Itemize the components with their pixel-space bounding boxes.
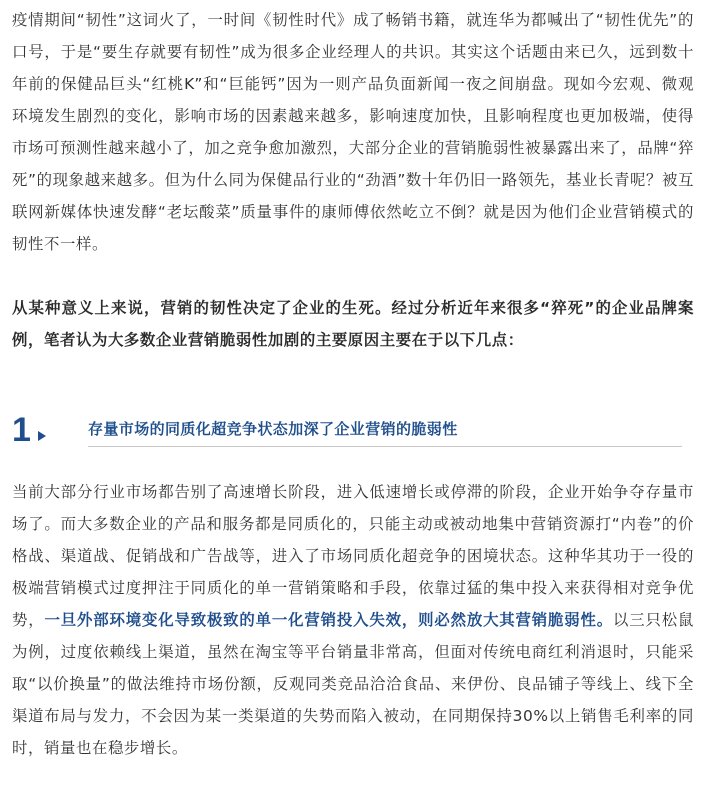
bold-statement-paragraph: 从某种意义上来说，营销的韧性决定了企业的生死。经过分析近年来很多“猝死”的企业品牌案例，笔者认为大多数企业营销脆弱性加剧的主要原因主要在于以下几点： bbox=[12, 299, 694, 349]
body-text-part1: 当前大部分行业市场都告别了高速增长阶段，进入低速增长或停滞的阶段，企业开始争夺存量市场了。而大多数企业的产品和服务都是同质化的，只能主动或被动地集中营销资源打“内卷”的价格战、渠道战、促销战和广告战等，进入了市场同质化超竞争的困境状态。这种华其功于一役的极端营销模式过度押注于同质化的单一营销策略和手段，依靠过猛的集中投入来获得相对竞争优势， bbox=[12, 483, 694, 629]
body-text-part2: 以三只松鼠为例，过度依赖线上渠道，虽然在淘宝等平台销量非常高，但面对传统电商红利消退时，只能采取“以价换量”的做法维持市场份额，反观同类竞品洽洽食品、来伊份、良品铺子等线上、线下全渠道布局与发力，不会因为某一类渠道的失势而陷入被动，在同期保持30%以上销售毛利率的同时，销量也在稳步增长。 bbox=[12, 611, 694, 757]
triangle-right-icon bbox=[38, 431, 46, 441]
section-heading bbox=[12, 410, 682, 450]
section-number: 1 bbox=[12, 411, 31, 449]
section-title: 存量市场的同质化超竞争状态加深了企业营销的脆弱性 bbox=[88, 420, 458, 438]
intro-paragraph: 疫情期间“韧性”这词火了，一时间《韧性时代》成了畅销书籍，就连华为都喊出了“韧性优先”的口号，于是“要生存就要有韧性”成为很多企业经理人的共识。其实这个话题由来已久，远到数十年前的保健品巨头“红桃K”和“巨能钙”因为一则产品负面新闻一夜之间崩盘。现如今宏观、微观环境发生剧烈的变化，影响市场的因素越来越多，影响速度加快，且影响程度也更加极端，使得市场可预测性越来越小了，加之竞争愈加激烈，大部分企业的营销脆弱性被暴露出来了，品牌“猝死”的现象越来越多。但为什么同为保健品行业的“劲酒”数十年仍旧一路领先，基业长青呢？被互联网新媒体快速发酵“老坛酸菜”质量事件的康师傅依然屹立不倒？就是因为他们企业营销模式的韧性不一样。 bbox=[12, 11, 694, 253]
body-highlight: 一旦外部环境变化导致极致的单一化营销投入失效，则必然放大其营销脆弱性。 bbox=[44, 611, 614, 629]
body-paragraph bbox=[12, 476, 694, 764]
section-divider bbox=[88, 446, 682, 447]
